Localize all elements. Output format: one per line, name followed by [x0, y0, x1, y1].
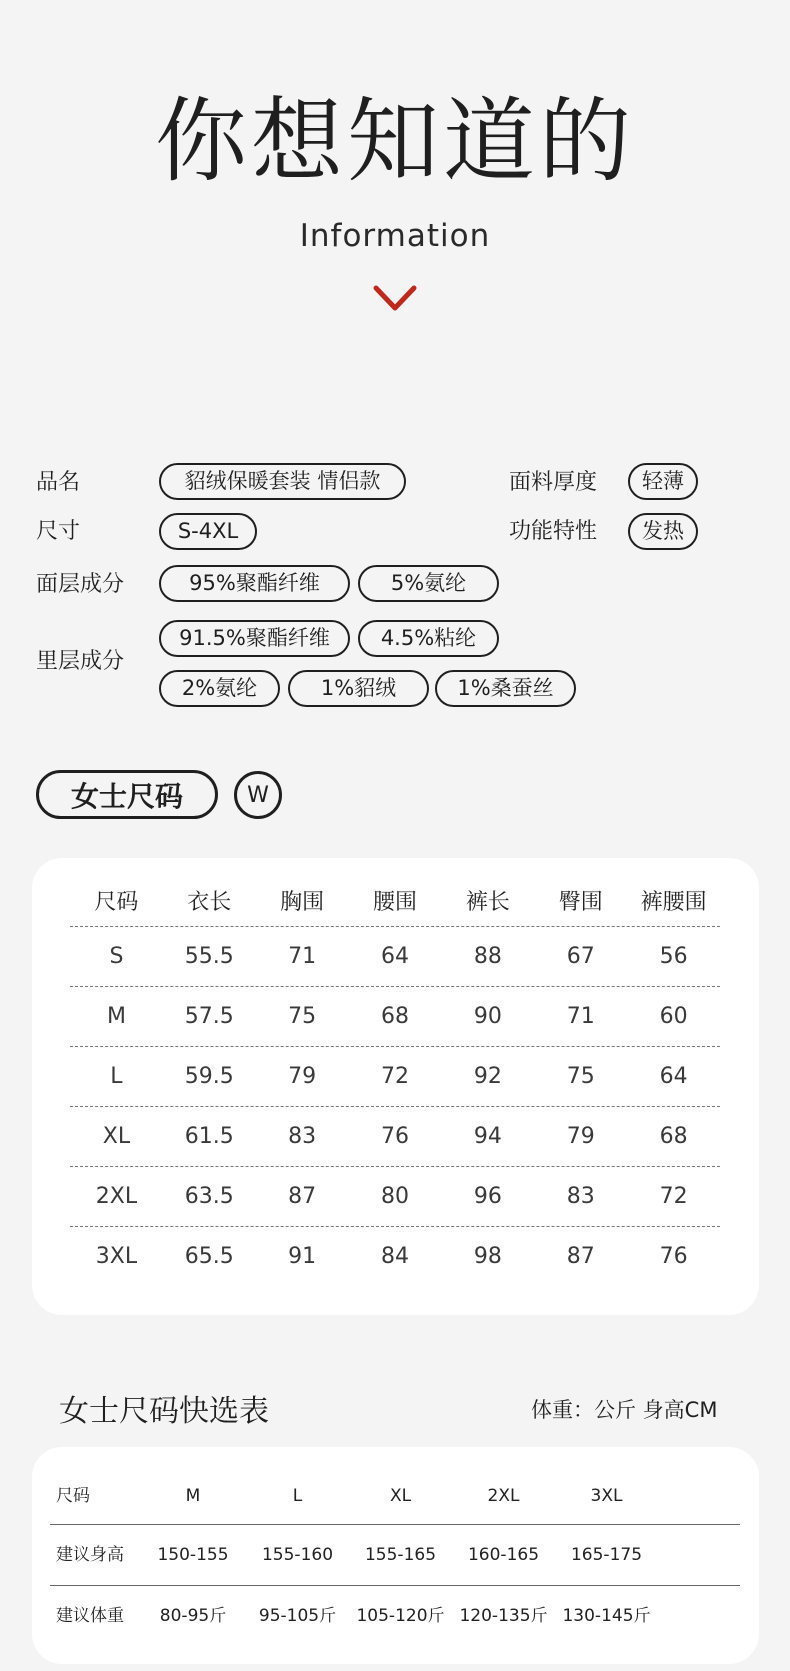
table-cell: 98 — [473, 1244, 502, 1269]
table-cell: 2XL — [95, 1183, 138, 1209]
chevron-down-icon — [373, 284, 417, 312]
table-row — [50, 1525, 740, 1586]
inner-composition-pill: 1%貂绒 — [288, 670, 429, 707]
table-cell: 60 — [659, 1003, 688, 1029]
table-cell: 95-105斤 — [258, 1606, 337, 1626]
table-header-cell: 衣长 — [187, 890, 232, 915]
page-subtitle: Information — [299, 218, 491, 254]
table-cell: 55.5 — [184, 943, 234, 969]
table-cell: 75 — [288, 1003, 317, 1029]
table-header-cell: 裤长 — [465, 890, 510, 915]
table-header-cell: 尺码 — [56, 1485, 90, 1506]
table-cell: 80 — [381, 1183, 409, 1209]
size-range-label: 尺寸 — [36, 519, 81, 544]
table-header-cell: 裤腰围 — [640, 890, 707, 915]
table-cell: M — [106, 1003, 126, 1029]
table-cell: 92 — [473, 1063, 502, 1089]
table-cell: 71 — [566, 1003, 595, 1029]
function-label: 功能特性 — [509, 519, 598, 544]
table-cell: 94 — [473, 1123, 502, 1149]
table-cell: S — [109, 943, 124, 969]
women-size-badge: 女士尺码 — [36, 770, 218, 819]
table-cell: 91 — [288, 1244, 317, 1269]
table-cell: 68 — [381, 1003, 409, 1029]
table-cell: 59.5 — [184, 1063, 234, 1089]
fabric-thickness-label: 面料厚度 — [509, 470, 598, 495]
table-cell: 67 — [566, 943, 595, 969]
table-row — [70, 1227, 720, 1287]
women-w-icon: W — [234, 771, 282, 819]
quick-select-units-note: 体重：公斤 身高CM — [531, 1398, 718, 1422]
table-cell: XL — [102, 1123, 131, 1149]
table-header-cell: 3XL — [590, 1485, 623, 1506]
table-row — [70, 927, 720, 987]
table-cell: 90 — [473, 1003, 502, 1029]
inner-composition-label: 里层成分 — [36, 649, 125, 674]
table-row — [70, 987, 720, 1047]
table-cell: 56 — [659, 943, 688, 969]
table-cell: 64 — [659, 1063, 688, 1089]
outer-composition-label: 面层成分 — [36, 572, 125, 597]
table-cell: 87 — [288, 1183, 317, 1209]
table-row — [70, 1167, 720, 1227]
table-header-row — [70, 880, 720, 927]
table-cell: 63.5 — [184, 1183, 234, 1209]
inner-composition-pill: 4.5%粘纶 — [358, 620, 499, 657]
table-cell: 61.5 — [184, 1123, 234, 1149]
table-row — [70, 1047, 720, 1107]
quick-select-table — [50, 1468, 740, 1647]
table-cell: 120-135斤 — [459, 1606, 548, 1626]
table-cell: 57.5 — [184, 1003, 234, 1029]
inner-composition-pill: 91.5%聚酯纤维 — [159, 620, 350, 657]
inner-composition-pill: 2%氨纶 — [159, 670, 280, 707]
table-cell: 71 — [288, 943, 317, 969]
outer-composition-pill: 95%聚酯纤维 — [159, 565, 350, 602]
table-header-cell: M — [185, 1485, 201, 1506]
table-cell: 76 — [659, 1244, 688, 1269]
fabric-thickness-pill: 轻薄 — [628, 463, 698, 500]
table-row — [70, 1107, 720, 1167]
size-table — [70, 880, 720, 1287]
table-cell: 建议体重 — [56, 1606, 124, 1626]
table-cell: 64 — [381, 943, 409, 969]
table-cell: 79 — [566, 1123, 595, 1149]
quick-select-title: 女士尺码快选表 — [59, 1394, 269, 1429]
product-name-pill: 貂绒保暖套装 情侣款 — [159, 463, 406, 500]
table-cell: 87 — [566, 1244, 595, 1269]
table-cell: 3XL — [95, 1244, 138, 1269]
table-cell: 80-95斤 — [159, 1606, 227, 1626]
table-header-cell: 臀围 — [558, 890, 603, 915]
table-cell: 68 — [659, 1123, 688, 1149]
table-cell: 84 — [381, 1244, 409, 1269]
table-cell: 155-165 — [364, 1544, 437, 1565]
table-row — [50, 1586, 740, 1647]
table-cell: 165-175 — [570, 1544, 643, 1565]
outer-composition-pill: 5%氨纶 — [358, 565, 499, 602]
table-cell: 65.5 — [184, 1244, 234, 1269]
table-header-cell: 腰围 — [373, 890, 418, 915]
table-cell: 79 — [288, 1063, 317, 1089]
table-header-cell: L — [292, 1485, 303, 1506]
table-cell: 83 — [566, 1183, 595, 1209]
product-name-label: 品名 — [36, 470, 81, 495]
page-title: 你想知道的 — [154, 88, 635, 195]
table-cell: 88 — [473, 943, 502, 969]
table-header-cell: 2XL — [487, 1485, 520, 1506]
table-cell: 75 — [566, 1063, 595, 1089]
table-cell: 72 — [381, 1063, 409, 1089]
table-cell: 130-145斤 — [562, 1606, 651, 1626]
table-cell: L — [110, 1063, 123, 1089]
table-cell: 72 — [659, 1183, 688, 1209]
table-header-cell: 胸围 — [280, 890, 325, 915]
table-cell: 105-120斤 — [356, 1606, 445, 1626]
table-cell: 76 — [381, 1123, 409, 1149]
table-header-cell: XL — [389, 1485, 412, 1506]
size-range-pill: S-4XL — [159, 513, 257, 550]
table-cell: 155-160 — [261, 1544, 334, 1565]
table-cell: 96 — [473, 1183, 502, 1209]
table-cell: 160-165 — [467, 1544, 540, 1565]
table-header-cell: 尺码 — [94, 890, 139, 915]
table-header-row — [50, 1468, 740, 1525]
table-cell: 83 — [288, 1123, 317, 1149]
table-cell: 150-155 — [157, 1544, 229, 1565]
function-pill: 发热 — [628, 513, 698, 550]
table-cell: 建议身高 — [56, 1544, 124, 1565]
inner-composition-pill: 1%桑蚕丝 — [435, 670, 576, 707]
